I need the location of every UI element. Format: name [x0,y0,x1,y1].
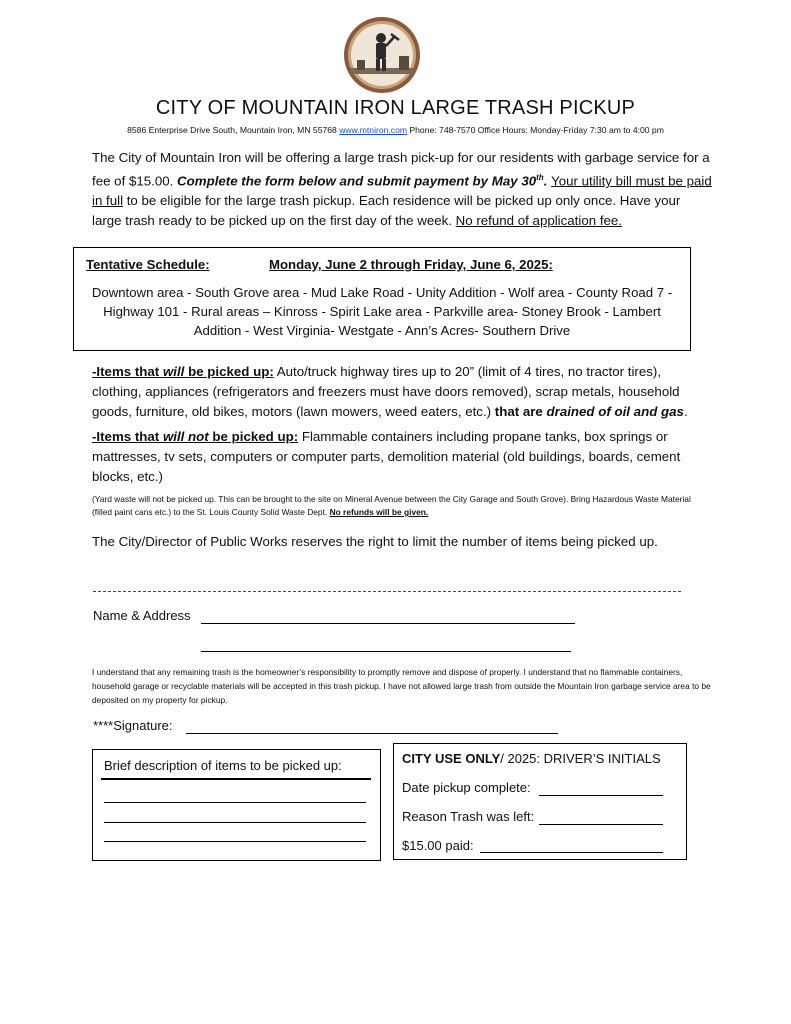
items-yes-bold: that are [494,404,547,419]
date-complete-field[interactable] [539,795,663,796]
intro-paragraph [92,148,712,231]
utility-bill-note: Your utility bill must be paid in full [92,173,712,209]
description-title-rule [101,778,371,780]
no-refund-note: No refund of application fee. [455,213,622,229]
city-use-box [393,743,687,860]
reason-left-label: Reason Trash was left: [402,809,535,824]
homeowner-disclaimer: I understand that any remaining trash is the homeowner’s responsibility to promptly remove and dispose of properly. I understand that no flammable containers, household garage or recyclable materials will be accepted in this trash pickup. I have not allowed large trash from outside the Mountain Iron garbage service area to be deposited on my property for pickup. [92,667,711,705]
intro-text: The City of Mountain Iron will be offering a large trash pick-up for our residents with garbage service for a fee of $15.00. [92,150,710,189]
items-picked-up [92,362,712,422]
no-refunds-note: No refunds will be given. [329,507,429,517]
schedule-dates: Monday, June 2 through Friday, June 6, 2025: [269,257,553,272]
signature-label: ****Signature: [93,718,173,733]
paid-label: $15.00 paid: [402,838,474,853]
description-line-2[interactable] [104,822,366,823]
description-box [92,749,381,861]
city-seal-logo [343,16,421,94]
items-yes-end: . [683,404,688,419]
yard-waste-note [92,493,712,519]
description-line-1[interactable] [104,802,366,803]
paid-field[interactable] [480,852,663,853]
address-field-line-2[interactable] [201,651,571,652]
date-complete-label: Date pickup complete: [402,780,531,795]
reserve-right-note: The City/Director of Public Works reserves the right to limit the number of items being picked up. [92,534,658,549]
deadline-text: Complete the form below and submit payment by May 30 [177,173,537,189]
items-no-text: Flammable containers including propane tanks, box springs or mattresses, tv sets, computers or computer parts, demolition material (old buildings, boards, cement blocks, etc.) [92,429,681,484]
items-yes-drained: drained of oil and gas [546,404,684,419]
items-not-picked-up [92,427,712,487]
city-use-title: CITY USE ONLY/ 2025: DRIVER’S INITIALS [402,751,661,766]
contact-line [0,125,791,135]
page-title: CITY OF MOUNTAIN IRON LARGE TRASH PICKUP [155,97,636,119]
items-no-label: -Items that will not be picked up: [92,429,299,444]
intro-text-2: to be eligible for the large trash pickup. Each residence will be picked up only once. Have your large trash ready to be picked up on the first day of the week. [92,193,681,229]
cut-line-divider [93,591,681,592]
address-text: 8586 Enterprise Drive South, Mountain Iron, MN 55768 [127,125,340,135]
schedule-heading: Tentative Schedule: [86,257,210,272]
signature-field[interactable] [186,733,558,734]
items-yes-text: Auto/truck highway tires up to 20” (limit of 4 tires, no tractor tires), clothing, appliances (refrigerators and freezers must have doors removed), scrap metals, household goods, furniture, old bikes, motors (lawn mowers, weed eaters, etc.) [92,364,680,419]
description-box-title: Brief description of items to be picked up: [104,758,342,773]
schedule-areas: Downtown area - South Grove area - Mud Lake Road - Unity Addition - Wolf area - County Road 7 - Highway 101 - Rural areas – Kinross - Spirit Lake area - Parkville area- Stoney Brook - Lambert Addition - West Virginia- Westgate - Ann’s Acres- Southern Drive [91,285,673,338]
items-yes-label: -Items that will be picked up: [92,364,274,379]
phone-hours-text: Phone: 748-7570 Office Hours: Monday-Friday 7:30 am to 4:00 pm [407,125,664,135]
website-link[interactable]: www.mtniron.com [339,125,408,135]
description-line-3[interactable] [104,841,366,842]
deadline-suffix: th [536,173,544,182]
yard-waste-text: (Yard waste will not be picked up. This can be brought to the site on Mineral Avenue between the City Garage and South Grove). Bring Hazardous Waste Material (filled paint cans etc.) to the St. Louis County Solid Waste Dept. [92,494,691,517]
reason-left-field[interactable] [539,824,663,825]
deadline-end: . [543,173,552,189]
name-address-label: Name & Address [93,608,191,623]
schedule-box [73,247,691,351]
name-address-field[interactable] [201,623,575,624]
